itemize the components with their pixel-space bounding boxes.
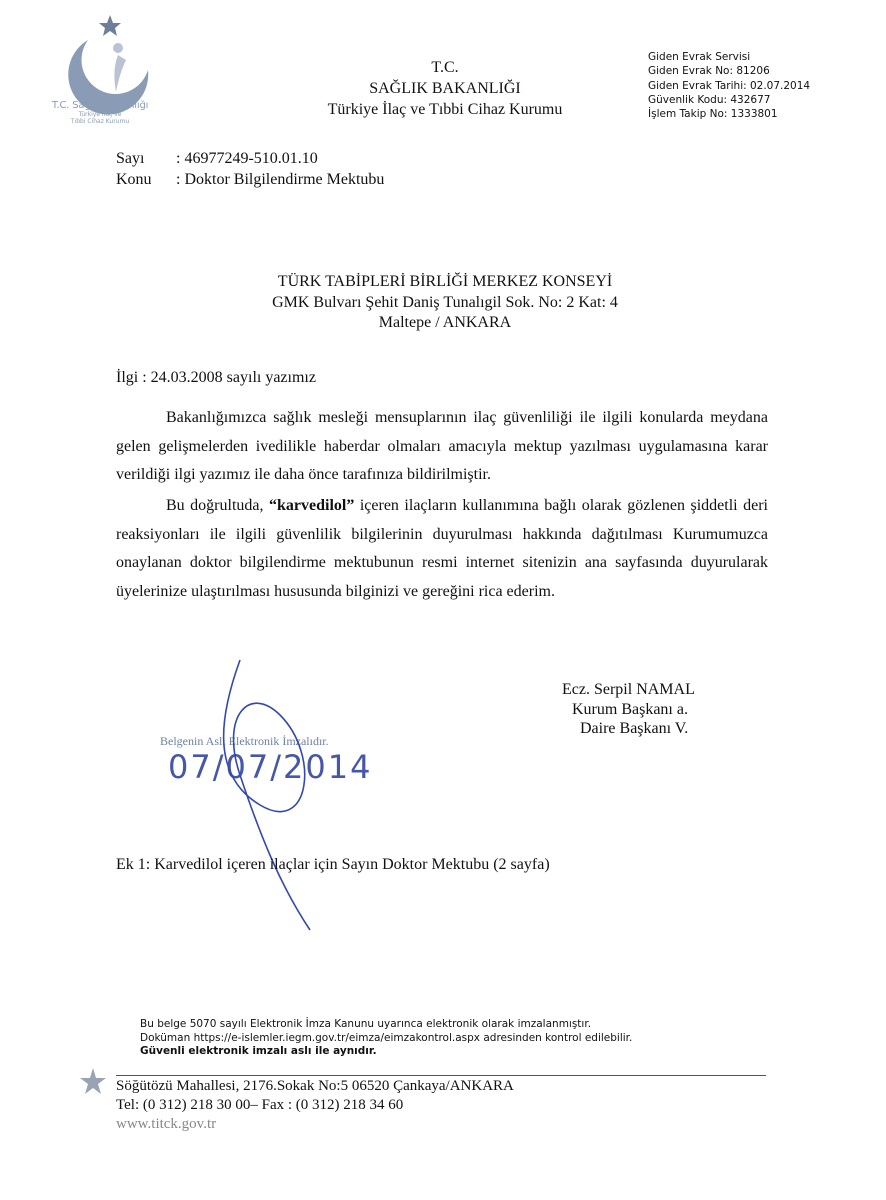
header-tc: T.C. (431, 59, 459, 76)
header-agency: Türkiye İlaç ve Tıbbi Cihaz Kurumu (327, 101, 563, 118)
logo-subtitle-2: Tıbbi Cihaz Kurumu (70, 118, 130, 125)
tracking-service: Giden Evrak Servisi (648, 51, 751, 63)
tracking-doc-date: Giden Evrak Tarihi: 02.07.2014 (648, 79, 811, 92)
esignature-line-1: Bu belge 5070 sayılı Elektronik İmza Kanunu uyarınca elektronik olarak imzalanmıştır. (140, 1018, 592, 1030)
logo-subtitle-1: Türkiye İlaç ve (78, 111, 122, 118)
header-ministry: SAĞLIK BAKANLIĞI (369, 80, 521, 97)
esignature-line-2: Doküman https://e-islemler.iegm.gov.tr/eimza/eimzakontrol.aspx adresinden kontrol edilebilir. (140, 1031, 633, 1044)
footer-contact (116, 1077, 514, 1134)
footer-website[interactable]: www.titck.gov.tr (116, 1116, 217, 1132)
tracking-process-no: İşlem Takip No: 1333801 (648, 108, 778, 121)
tracking-security-code: Güvenlik Kodu: 432677 (648, 93, 771, 106)
ref-konu (116, 171, 384, 189)
signatory-title-2: Daire Başkanı V. (580, 720, 689, 737)
footer-star-icon (78, 1066, 108, 1096)
recipient-city: Maltepe / ANKARA (378, 314, 512, 331)
sayi-value: : 46977249-510.01.10 (176, 150, 318, 167)
signatory-title-1: Kurum Başkanı a. (572, 700, 688, 718)
logo-name: T.C. Sağlık Bakanlığı (51, 100, 149, 111)
attachment-line: Ek 1: Karvedilol içeren ilaçlar için Sayın Doktor Mektubu (2 sayfa) (116, 856, 550, 873)
esignature-line-3: Güvenli elektronik imzalı aslı ile aynıdır. (140, 1045, 377, 1057)
footer-address: Söğütözü Mahallesi, 2176.Sokak No:5 06520 Çankaya/ANKARA (116, 1078, 514, 1094)
paragraph-2-drug-name: “karvedilol” (269, 497, 355, 514)
paragraph-2-rest: içeren ilaçların kullanımına bağlı olarak gözlenen şiddetli deri reaksiyonları ile ilgili güvenlilik bilgilerinin duyurulması hakkında dağıtılması Kurumumuzca onaylanan doktor bilgilendirme mektubunun resmi internet sitenizin ana sayfasında duyurularak üyelerinize ulaştırılması hususunda bilginizi ve gereğini rica ederim. (116, 497, 768, 600)
ref-sayi (116, 150, 318, 168)
konu-label: Konu (116, 171, 152, 188)
signatory-name: Ecz. Serpil NAMAL (562, 681, 695, 698)
recipient-name: TÜRK TABİPLERİ BİRLİĞİ MERKEZ KONSEYİ (277, 273, 613, 290)
ilgi-line: İlgi : 24.03.2008 sayılı yazımız (116, 369, 316, 386)
tracking-doc-no: Giden Evrak No: 81206 (648, 65, 770, 78)
sayi-label: Sayı (116, 150, 145, 167)
logo-caption (30, 100, 170, 125)
handwritten-signature-icon (200, 655, 360, 935)
footer-divider (116, 1075, 766, 1076)
footer-phone: Tel: (0 312) 218 30 00– Fax : (0 312) 218 34 60 (116, 1097, 404, 1113)
handwritten-date: 07/07/2014 (168, 748, 373, 786)
body-paragraph-1 (116, 404, 768, 490)
paragraph-2-lead: Bu doğrultuda, (166, 497, 269, 514)
paragraph-1-text: Bakanlığımızca sağlık mesleği mensuplarının ilaç güvenliliği ile ilgili konularda meydana gelen gelişmelerden ivedilikle haberdar olmaları amacıyla mektup yazılması uygulamasına karar verildiği ilgi yazımız ile daha önce tarafınıza bildirilmiştir. (116, 409, 768, 484)
esignature-notice (140, 1018, 632, 1059)
body-paragraph-2 (116, 492, 768, 606)
konu-value: : Doktor Bilgilendirme Mektubu (176, 171, 385, 188)
tracking-info (648, 50, 810, 121)
electronic-signature-stamp: Belgenin Aslı Elektronik İmzalıdır. (160, 734, 329, 748)
signatory-block (562, 680, 695, 739)
recipient-address: GMK Bulvarı Şehit Daniş Tunalıgil Sok. No: 2 Kat: 4 (272, 294, 618, 311)
